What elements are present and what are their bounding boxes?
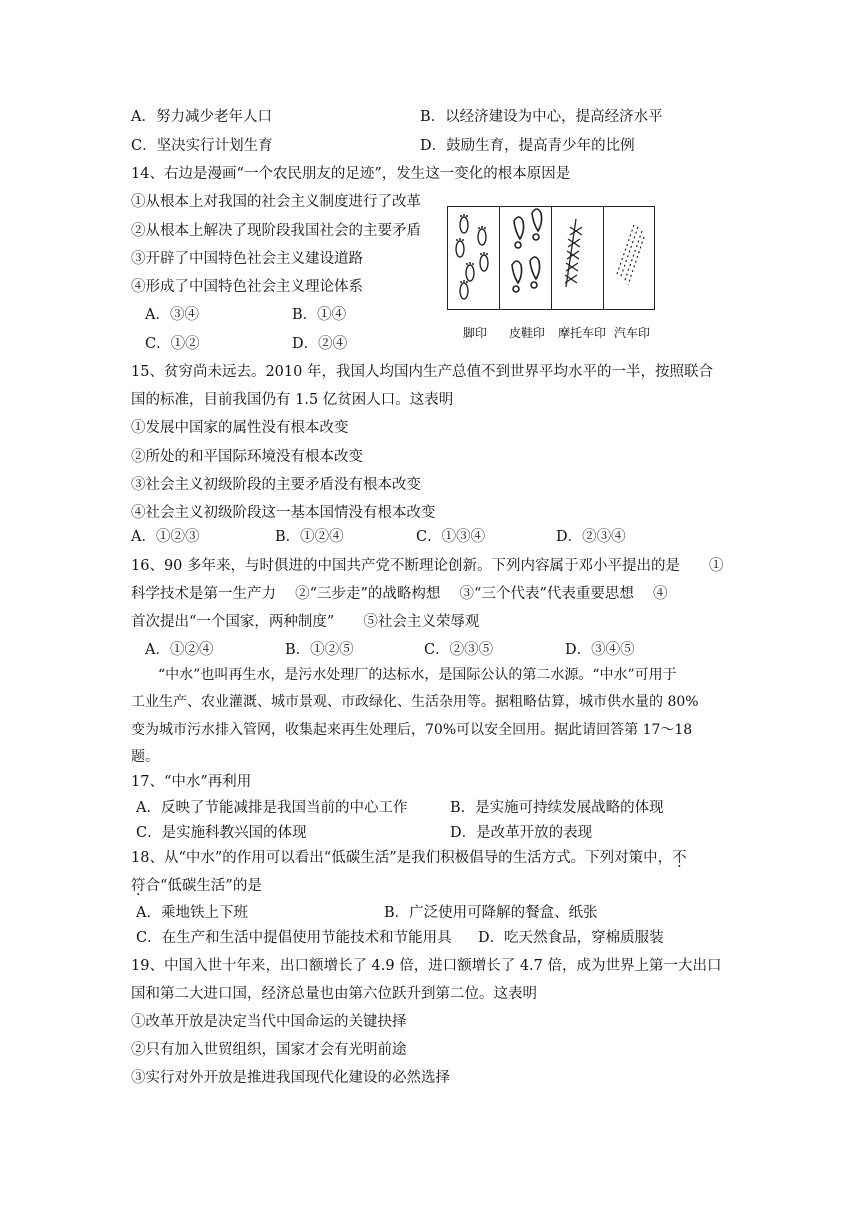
q16-stem-line-1: 16、90 多年来，与时俱进的中国共产党不断理论创新。下列内容属于邓小平提出的是 ① bbox=[131, 558, 724, 574]
q13-option-b: B．以经济建设为中心，提高经济水平 bbox=[420, 109, 663, 125]
q17-stem: 17、“中水”再利用 bbox=[131, 774, 252, 790]
q18-option-c: C．在生产和生活中提倡使用节能技术和节能用具 bbox=[136, 930, 452, 946]
material-line-4: 题。 bbox=[131, 749, 159, 765]
q13-option-d: D．鼓励生育，提高青少年的比例 bbox=[420, 138, 635, 154]
q18-stem-text-2: 合“低碳生活”的是 bbox=[145, 878, 262, 894]
q16-option-a: A．①②④ bbox=[145, 642, 214, 658]
q15-option-a: A．①②③ bbox=[131, 529, 200, 545]
q13-option-c: C．坚决实行计划生育 bbox=[131, 138, 273, 154]
q14-option-c: C．①② bbox=[145, 336, 200, 352]
q18-emphasis-not: 不 bbox=[672, 850, 687, 866]
footprints-cartoon bbox=[447, 206, 655, 348]
q14-item-3: ③开辟了中国特色社会主义建设道路 bbox=[131, 251, 363, 267]
q15-option-b: B．①②④ bbox=[275, 529, 344, 545]
q14-stem: 14、右边是漫画“一个农民朋友的足迹”，发生这一变化的根本原因是 bbox=[131, 166, 571, 182]
material-line-2: 工业生产、农业灌溉、城市景观、市政绿化、生活杂用等。据粗略估算，城市供水量的 80% bbox=[131, 694, 699, 710]
panel-shoeprints bbox=[500, 207, 552, 309]
q15-item-2: ②所处的和平国际环境没有根本改变 bbox=[131, 449, 363, 465]
q19-item-1: ①改革开放是决定当代中国命运的关键抉择 bbox=[131, 1014, 407, 1030]
q18-option-b: B．广泛使用可降解的餐盒、纸张 bbox=[384, 905, 598, 921]
q13-option-a: A．努力减少老年人口 bbox=[131, 109, 272, 125]
q14-option-d: D．②④ bbox=[292, 336, 348, 352]
q17-option-d: D．是改革开放的表现 bbox=[450, 825, 593, 841]
shoe-print-icon bbox=[500, 207, 551, 309]
caption-shoeprints: 皮鞋印 bbox=[509, 326, 546, 340]
q16-stem-line-2: 科学技术是第一生产力 ②“三步走”的战略构想 ③“三个代表”代表重要思想 ④ bbox=[131, 586, 668, 602]
q14-item-4: ④形成了中国特色社会主义理论体系 bbox=[131, 279, 363, 295]
q19-stem-line-1: 19、中国入世十年来，出口额增长了 4.9 倍，进口额增长了 4.7 倍，成为世界上第一大出口 bbox=[131, 958, 722, 974]
panel-footprints bbox=[448, 207, 500, 309]
car-track-icon bbox=[604, 207, 655, 309]
panel-car-tracks bbox=[604, 207, 655, 309]
q16-option-d: D．③④⑤ bbox=[565, 642, 635, 658]
q14-option-a: A．③④ bbox=[145, 307, 199, 323]
q18-stem-line-2 bbox=[131, 876, 262, 896]
caption-footprints: 脚印 bbox=[463, 326, 488, 340]
caption-car: 汽车印 bbox=[614, 326, 651, 340]
q18-stem-line-1 bbox=[131, 848, 687, 868]
q15-stem-line-1: 15、贫穷尚未远去。2010 年，我国人均国内生产总值不到世界平均水平的一半，按照联合 bbox=[131, 364, 713, 380]
q16-option-c: C．②③⑤ bbox=[424, 642, 494, 658]
material-line-3: 变为城市污水排入管网，收集起来再生处理后，70%可以安全回用。据此请回答第 17～18 bbox=[131, 722, 693, 738]
q15-item-3: ③社会主义初级阶段的主要矛盾没有根本改变 bbox=[131, 477, 421, 493]
q18-emphasis-fit: 符 bbox=[131, 878, 146, 894]
bare-footprint-icon bbox=[448, 207, 499, 309]
q17-option-b: B．是实施可持续发展战略的体现 bbox=[450, 800, 664, 816]
q15-option-c: C．①③④ bbox=[416, 529, 486, 545]
q19-item-2: ②只有加入世贸组织，国家才会有光明前途 bbox=[131, 1042, 407, 1058]
q16-option-b: B．①②⑤ bbox=[285, 642, 354, 658]
q14-item-2: ②从根本上解决了现阶段我国社会的主要矛盾 bbox=[131, 223, 421, 239]
q15-item-4: ④社会主义初级阶段这一基本国情没有根本改变 bbox=[131, 505, 436, 521]
q15-option-d: D．②③④ bbox=[556, 529, 626, 545]
panel-motorcycle-tracks bbox=[552, 207, 604, 309]
q14-item-1: ①从根本上对我国的社会主义制度进行了改革 bbox=[131, 194, 421, 210]
q18-option-d: D．吃天然食品，穿棉质服装 bbox=[478, 930, 664, 946]
q18-option-a: A．乘地铁上下班 bbox=[136, 905, 248, 921]
motorcycle-track-icon bbox=[552, 207, 603, 309]
caption-motorcycle: 摩托车印 bbox=[558, 326, 607, 340]
q18-stem-text: 18、从“中水”的作用可以看出“低碳生活”是我们积极倡导的生活方式。下列对策中， bbox=[131, 850, 673, 866]
q16-stem-line-3: 首次提出“一个国家，两种制度” ⑤社会主义荣辱观 bbox=[131, 614, 480, 630]
footprints-panels bbox=[447, 206, 655, 310]
q17-option-c: C．是实施科教兴国的体现 bbox=[136, 825, 307, 841]
material-line-1: “中水”也叫再生水，是污水处理厂的达标水，是国际公认的第二水源。“中水”可用于 bbox=[158, 667, 677, 683]
q17-option-a: A．反映了节能减排是我国当前的中心工作 bbox=[136, 800, 408, 816]
q19-item-3: ③实行对外开放是推进我国现代化建设的必然选择 bbox=[131, 1070, 450, 1086]
q15-item-1: ①发展中国家的属性没有根本改变 bbox=[131, 420, 349, 436]
q15-stem-line-2: 国的标准，目前我国仍有 1.5 亿贫困人口。这表明 bbox=[131, 392, 454, 408]
q14-option-b: B．①④ bbox=[292, 307, 347, 323]
q19-stem-line-2: 国和第二大进口国，经济总量也由第六位跃升到第二位。这表明 bbox=[131, 986, 537, 1002]
